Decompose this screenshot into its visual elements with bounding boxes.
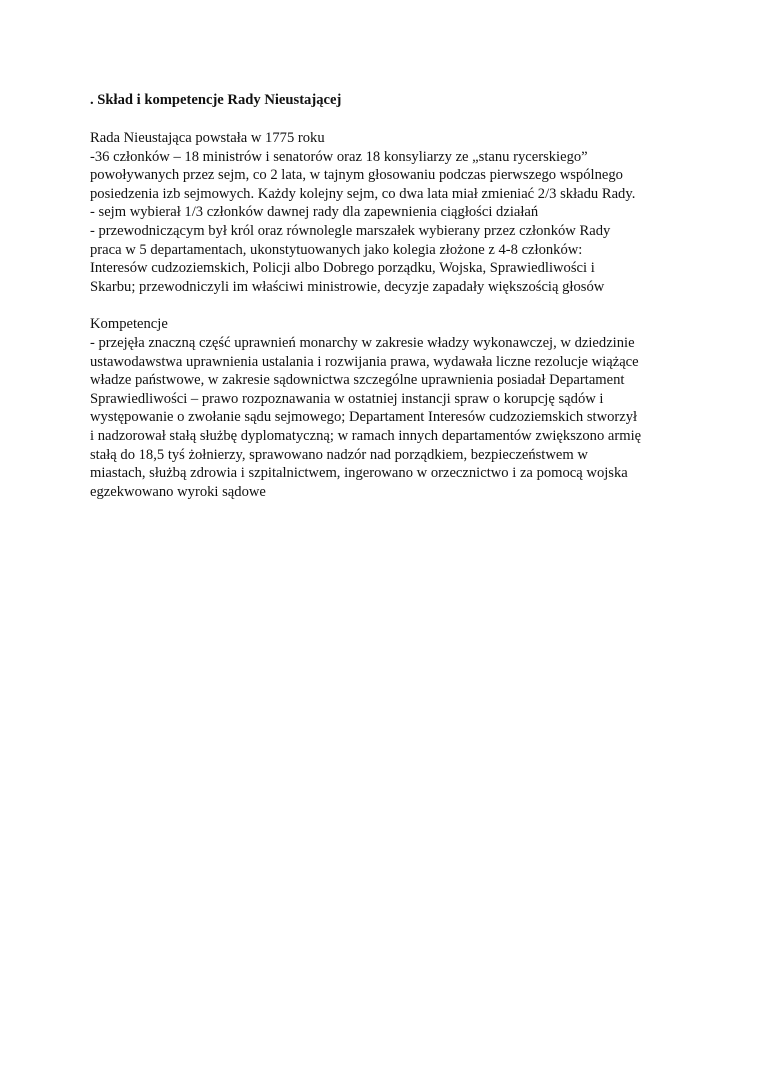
section-title: Kompetencje [90,316,168,333]
document-body [90,91,680,520]
text-line: powoływanych przez sejm, co 2 lata, w tajnym głosowaniu podczas pierwszego wspólnego [90,167,623,184]
text-line: Interesów cudzoziemskich, Policji albo Dobrego porządku, Wojska, Sprawiedliwości i [90,260,595,277]
section-composition [90,129,680,296]
text-line: Skarbu; przewodniczyli im właściwi ministrowie, decyzje zapadały większością głosów [90,278,605,295]
text-line: Sprawiedliwości – prawo rozpoznawania w ostatniej instancji spraw o korupcję sądów i [90,390,604,407]
text-line: ustawodawstwa uprawnienia ustalania i rozwijania prawa, wydawała liczne rezolucje wiążące [90,353,639,370]
text-line: i nadzorował stałą służbę dyplomatyczną; w ramach innych departamentów zwiększono armię [90,427,642,444]
text-line: -36 członków – 18 ministrów i senatorów oraz 18 konsyliarzy ze „stanu rycerskiego” [90,148,588,165]
text-line: władze państwowe, w zakresie sądownictwa szczególne uprawnienia posiadał Departament [90,372,625,389]
text-line: stałą do 18,5 tyś żołnierzy, sprawowano nadzór nad porządkiem, bezpieczeństwem w [90,446,588,463]
text-line: posiedzenia izb sejmowych. Każdy kolejny sejm, co dwa lata miał zmieniać 2/3 składu Rady. [90,185,636,202]
section-competences [90,315,680,501]
text-line: miastach, służbą zdrowia i szpitalnictwem, ingerowano w orzecznictwo i za pomocą wojska [90,465,628,482]
text-line: - przewodniczącym był król oraz równolegle marszałek wybierany przez członków Rady [90,222,611,239]
text-line: egzekwowano wyroki sądowe [90,483,266,500]
text-line: - przejęła znaczną część uprawnień monarchy w zakresie władzy wykonawczej, w dziedzinie [90,334,635,351]
document-heading: . Skład i kompetencje Rady Nieustającej [90,92,342,108]
text-line: Rada Nieustająca powstała w 1775 roku [90,130,325,146]
text-line: praca w 5 departamentach, ukonstytuowanych jako kolegia złożone z 4-8 członków: [90,241,583,258]
text-line: - sejm wybierał 1/3 członków dawnej rady dla zapewnienia ciągłości działań [90,204,539,221]
text-line: występowanie o zwołanie sądu sejmowego; Departament Interesów cudzoziemskich stworzył [90,409,638,426]
